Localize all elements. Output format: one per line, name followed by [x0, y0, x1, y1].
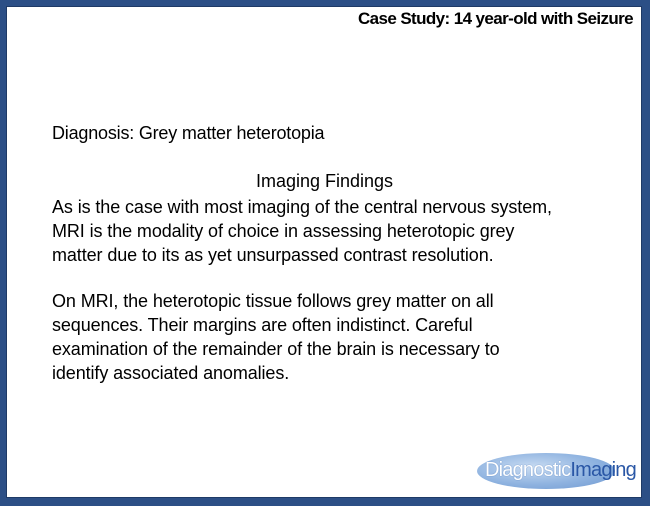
- imaging-findings-heading: Imaging Findings: [255, 171, 394, 191]
- paragraph-line: MRI is the modality of choice in assessing heterotopic grey: [52, 221, 515, 241]
- paragraph-line: On MRI, the heterotopic tissue follows grey matter on all: [52, 291, 494, 311]
- slide-header-title: Case Study: 14 year-old with Seizure: [357, 9, 633, 28]
- logo-text: [485, 459, 636, 482]
- paragraph-line: identify associated anomalies.: [52, 363, 290, 383]
- paragraph-line: matter due to its as yet unsurpassed contrast resolution.: [52, 245, 494, 265]
- logo-word-imaging: Imaging: [570, 459, 636, 481]
- paragraph-line: As is the case with most imaging of the central nervous system,: [52, 197, 552, 217]
- paragraph-line: examination of the remainder of the brain is necessary to: [52, 339, 500, 359]
- diagnostic-imaging-logo: [475, 451, 637, 493]
- findings-paragraph-1: [52, 195, 612, 267]
- slide: [6, 6, 642, 498]
- findings-paragraph-2: [52, 289, 612, 385]
- logo-word-diagnostic: Diagnostic: [485, 459, 571, 481]
- diagnosis-text: Diagnosis: Grey matter heterotopia: [52, 123, 325, 143]
- paragraph-line: sequences. Their margins are often indistinct. Careful: [52, 315, 473, 335]
